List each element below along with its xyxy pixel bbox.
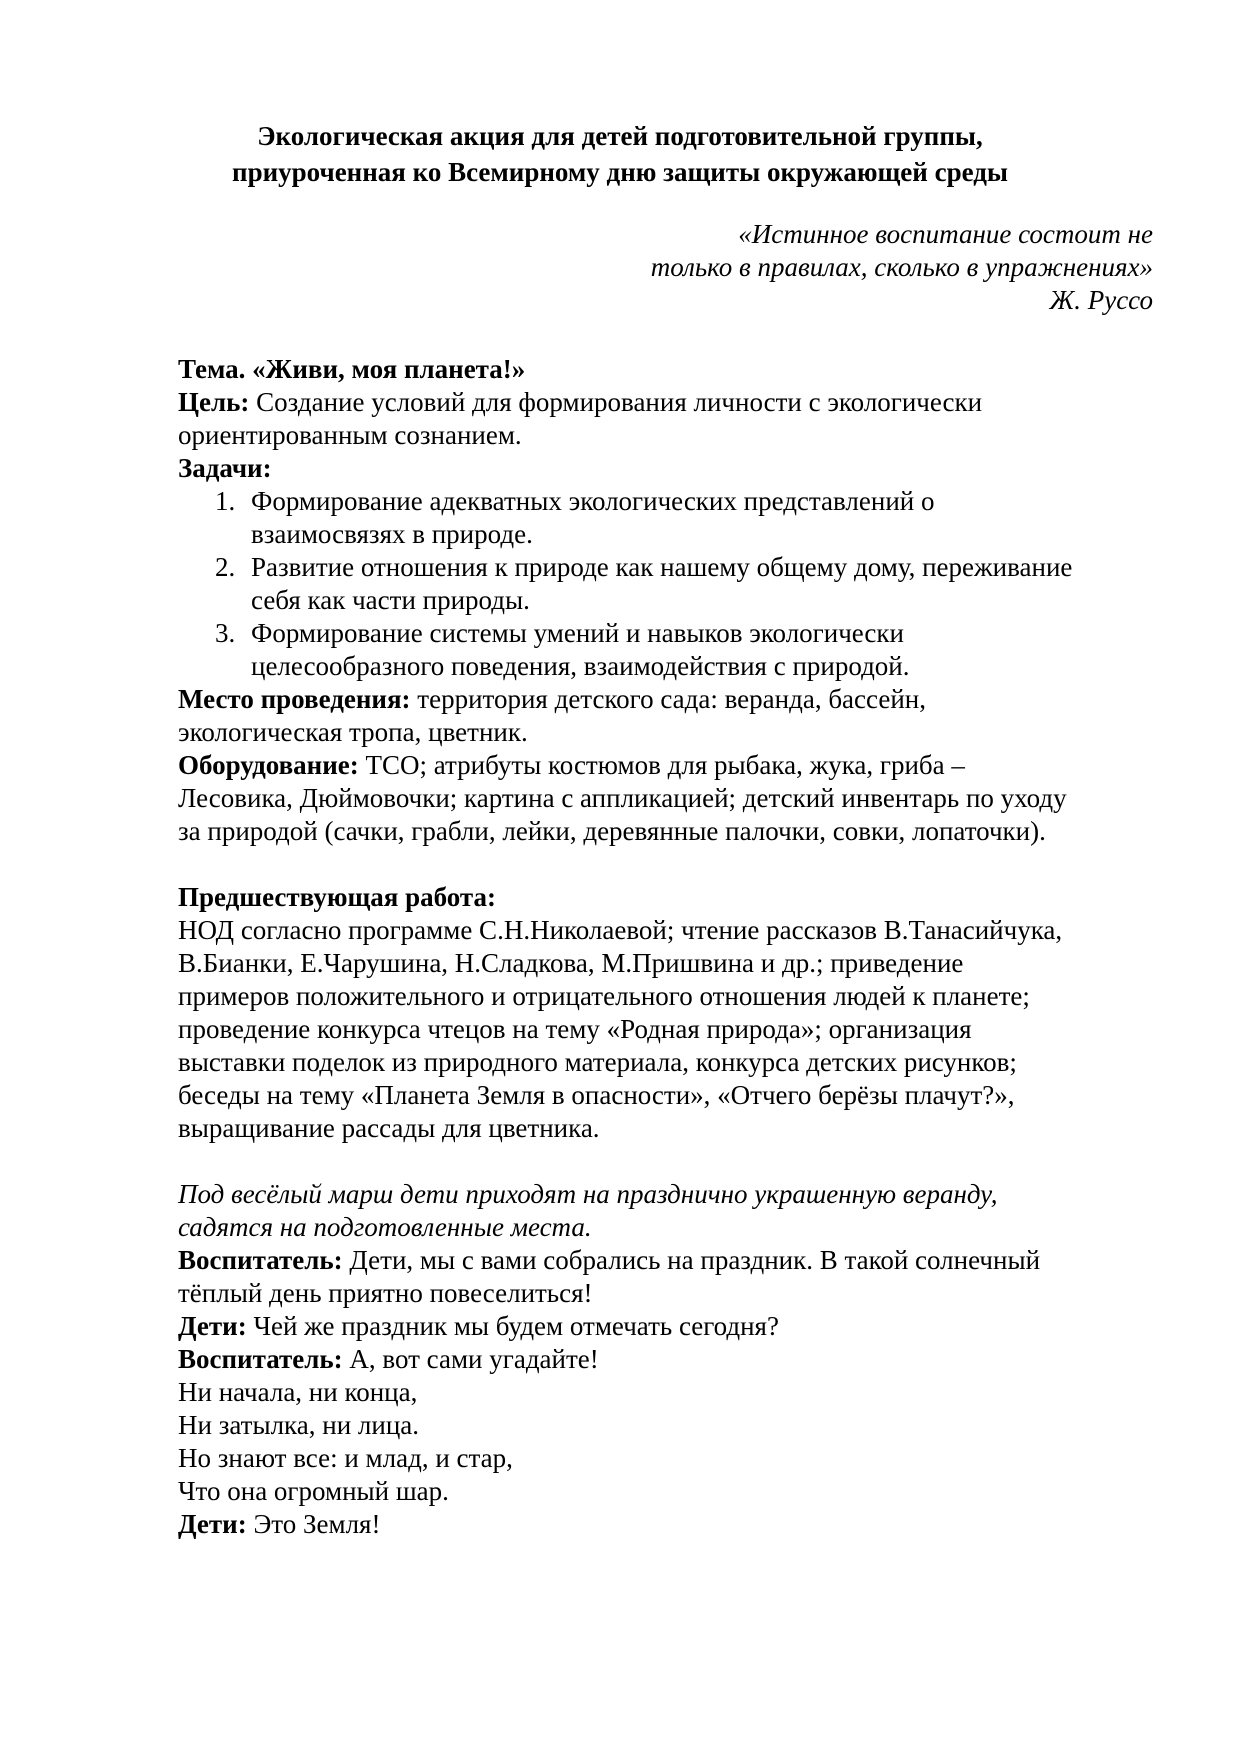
poem-line: Ни затылка, ни лица. (178, 1410, 420, 1440)
goal-text-1: Создание условий для формирования личности с экологически (249, 387, 983, 417)
list-item-text: Формирование адекватных экологических представлений о (251, 486, 935, 516)
poem-line: Ни начала, ни конца, (178, 1377, 418, 1407)
speaker-label: Дети: (178, 1509, 247, 1539)
epigraph-author: Ж. Руссо (1049, 285, 1153, 315)
equipment-paragraph (178, 749, 1168, 782)
replica-text-continuation: тёплый день приятно повеселиться! (178, 1278, 593, 1308)
equipment-text-1: ТСО; атрибуты костюмов для рыбака, жука, гриба – (358, 750, 965, 780)
equipment-text-2: Лесовика, Дюймовочки; картина с аппликацией; детский инвентарь по уходу (178, 783, 1067, 813)
prior-work-line: беседы на тему «Планета Земля в опасности», «Отчего берёзы плачут?», (178, 1080, 1015, 1110)
stage-direction-line-1: Под весёлый марш дети приходят на празднично украшенную веранду, (178, 1179, 998, 1209)
speaker-label: Воспитатель: (178, 1344, 343, 1374)
prior-work-line: примеров положительного и отрицательного отношения людей к планете; (178, 981, 1030, 1011)
prior-work-line: НОД согласно программе С.Н.Николаевой; чтение рассказов В.Танасийчука, (178, 915, 1063, 945)
document-title (0, 118, 1240, 190)
prior-work-line: выставки поделок из природного материала, конкурса детских рисунков; (178, 1047, 1017, 1077)
paragraph-gap (178, 1145, 1168, 1178)
list-item-text: Развитие отношения к природе как нашему общему дому, переживание (251, 552, 1073, 582)
list-item-number: 1. (215, 486, 236, 516)
epigraph-line-2: только в правилах, сколько в упражнениях» (650, 252, 1153, 282)
speaker-label: Воспитатель: (178, 1245, 343, 1275)
prior-work-line: проведение конкурса чтецов на тему «Родная природа»; организация (178, 1014, 972, 1044)
speaker-label: Дети: (178, 1311, 247, 1341)
list-item-text: Формирование системы умений и навыков экологически (251, 618, 904, 648)
replica-text: Дети, мы с вами собрались на праздник. В такой солнечный (342, 1245, 1041, 1275)
list-item-continuation: целесообразного поведения, взаимодействия с природой. (251, 651, 910, 681)
stage-direction-line-2: садятся на подготовленные места. (178, 1212, 592, 1242)
replica-text: А, вот сами угадайте! (342, 1344, 599, 1374)
prior-work-line: В.Бианки, Е.Чарушина, Н.Сладкова, М.Пришвина и др.; приведение (178, 948, 964, 978)
replica-text: Чей же праздник мы будем отмечать сегодня? (246, 1311, 779, 1341)
list-item-number: 3. (215, 618, 236, 648)
epigraph (651, 218, 1153, 317)
venue-text-2: экологическая тропа, цветник. (178, 717, 528, 747)
paragraph-gap (178, 848, 1168, 881)
tasks-label: Задачи: (178, 453, 272, 483)
list-item (178, 551, 1168, 584)
list-item-continuation: себя как части природы. (251, 585, 530, 615)
poem-line: Но знают все: и млад, и стар, (178, 1443, 513, 1473)
title-line-2: приуроченная ко Всемирному дню защиты окружающей среды (232, 157, 1008, 187)
venue-paragraph (178, 683, 1168, 716)
poem-line: Что она огромный шар. (178, 1476, 449, 1506)
title-line-1: Экологическая акция для детей подготовительной группы, (257, 121, 983, 151)
prior-work-line: выращивание рассады для цветника. (178, 1113, 600, 1143)
prior-work-label: Предшествующая работа: (178, 882, 496, 912)
list-item (178, 617, 1168, 650)
dialogue-replica (178, 1310, 1168, 1343)
dialogue-replica (178, 1244, 1168, 1277)
venue-text-1: территория детского сада: веранда, бассейн, (410, 684, 926, 714)
tasks-list (178, 485, 1168, 683)
theme-heading: Тема. «Живи, моя планета!» (178, 354, 526, 384)
goal-paragraph (178, 386, 1168, 419)
goal-label: Цель: (178, 387, 250, 417)
venue-label: Место проведения: (178, 684, 411, 714)
replica-text: Это Земля! (246, 1509, 381, 1539)
goal-text-2: ориентированным сознанием. (178, 420, 522, 450)
list-item (178, 485, 1168, 518)
equipment-text-3: за природой (сачки, грабли, лейки, деревянные палочки, совки, лопаточки). (178, 816, 1046, 846)
equipment-label: Оборудование: (178, 750, 359, 780)
dialogue-replica (178, 1343, 1168, 1376)
epigraph-line-1: «Истинное воспитание состоит не (738, 219, 1153, 249)
document-body (178, 353, 1168, 1541)
dialogue-replica (178, 1508, 1168, 1541)
list-item-number: 2. (215, 552, 236, 582)
list-item-continuation: взаимосвязях в природе. (251, 519, 533, 549)
